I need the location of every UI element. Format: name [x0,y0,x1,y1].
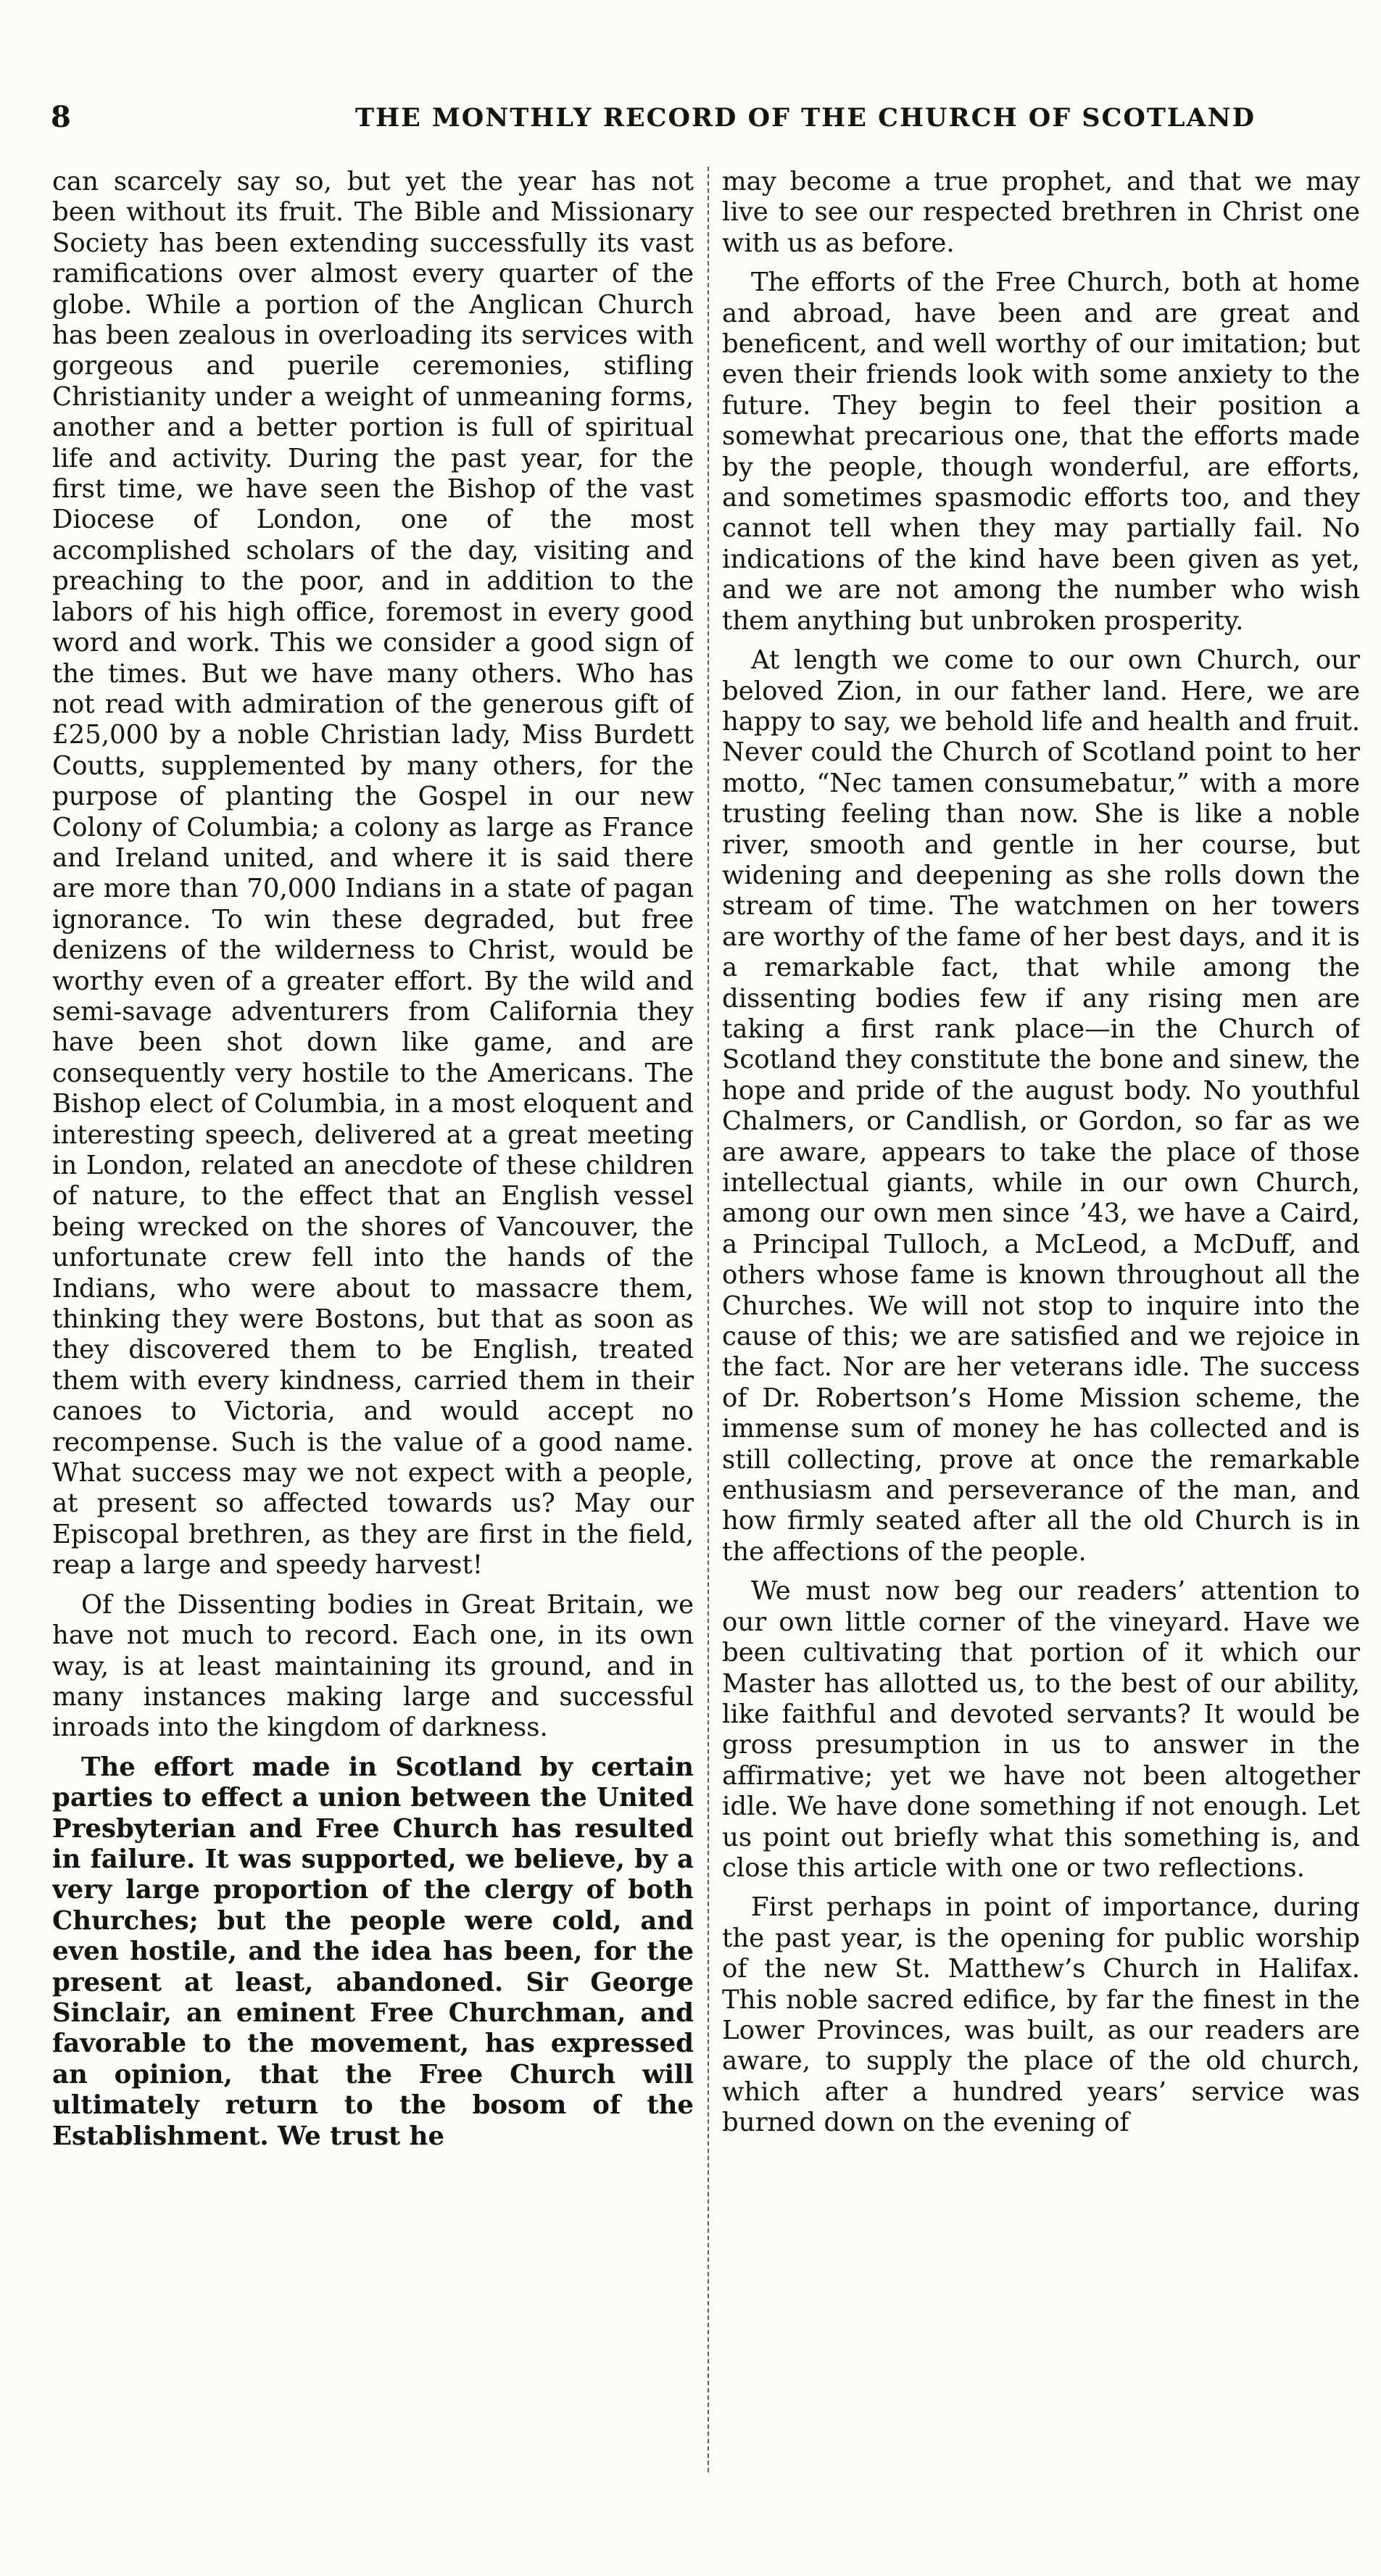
right-column [722,167,1360,2487]
right-paragraph-3: At length we come to our own Church, our beloved Zion, in our father land. Here, we are happy to say, we behold life and health and fruit. Never could the Church of Scotland point to her motto, “Nec tamen consumebatur,” with a more trusting feeling than now. She is like a noble river, smooth and gentle in her course, but widening and deepening as she rolls down the stream of time. The watchmen on her towers are worthy of the fame of her best days, and it is a remarkable fact, that while among the dissenting bodies few if any rising men are taking a first rank place—in the Church of Scotland they constitute the bone and sinew, the hope and pride of the august body. No youthful Chalmers, or Candlish, or Gordon, so far as we are aware, appears to take the place of those intellectual giants, while in our own Church, among our own men since ’43, we have a Caird, a Principal Tulloch, a McLeod, a McDuff, and others whose fame is known throughout all the Churches. We will not stop to inquire into the cause of this; we are satisfied and we rejoice in the fact. Nor are her veterans idle. The success of Dr. Robertson’s Home Mission scheme, the immense sum of money he has collected and is still collecting, prove at once the remarkable enthusiasm and perseverance of the man, and how firmly seated after all the old Church is in the affections of the people. [722,645,1360,1567]
right-paragraph-2: The efforts of the Free Church, both at home and abroad, have been and are great and beneficent, and well worthy of our imitation; but even their friends look with some anxiety to the future. They begin to feel their position a somewhat precarious one, that the efforts made by the people, though wonderful, are efforts, and sometimes spasmodic efforts too, and they cannot tell when they may partially fail. No indications of the kind have been given as yet, and we are not among the number who wish them anything but unbroken prosperity. [722,268,1360,636]
right-paragraph-1: may become a true prophet, and that we may live to see our respected brethren in Christ one with us as before. [722,167,1360,258]
left-column [52,167,694,2487]
right-paragraph-4: We must now beg our readers’ attention to our own little corner of the vineyard. Have we been cultivating that portion of it which our Master has allotted us, to the best of our ability, like faithful and devoted servants? It would be gross presumption in us to answer in the affirmative; yet we have not been altogether idle. We have done something if not enough. Let us point out briefly what this something is, and close this article with one or two reflections. [722,1576,1360,1883]
running-title: THE MONTHLY RECORD OF THE CHURCH OF SCOTLAND [355,103,1256,133]
left-paragraph-1: can scarcely say so, but yet the year has not been without its fruit. The Bible and Missionary Society has been extending successfully its vast ramifications over almost every quarter of the globe. While a portion of the Anglican Church has been zealous in overloading its services with gorgeous and puerile ceremonies, stifling Christianity under a weight of unmeaning forms, another and a better portion is full of spiritual life and activity. During the past year, for the first time, we have seen the Bishop of the vast Diocese of London, one of the most accomplished scholars of the day, visiting and preaching to the poor, and in addition to the labors of his high office, foremost in every good word and work. This we consider a good sign of the times. But we have many others. Who has not read with admiration of the generous gift of £25,000 by a noble Christian lady, Miss Burdett Coutts, supplemented by many others, for the purpose of planting the Gospel in our new Colony of Columbia; a colony as large as France and Ireland united, and where it is said there are more than 70,000 Indians in a state of pagan ignorance. To win these degraded, but free denizens of the wilderness to Christ, would be worthy even of a greater effort. By the wild and semi-savage adventurers from California they have been shot down like game, and are consequently very hostile to the Americans. The Bishop elect of Columbia, in a most eloquent and interesting speech, delivered at a great meeting in London, related an anecdote of these children of nature, to the effect that an English vessel being wrecked on the shores of Vancouver, the unfortunate crew fell into the hands of the Indians, who were about to massacre them, thinking they were Bostons, but that as soon as they discovered them to be English, treated them with every kindness, carried them in their canoes to Victoria, and would accept no recompense. Such is the value of a good name. What success may we not expect with a people, at present so affected towards us? May our Episcopal brethren, as they are first in the field, reap a large and speedy harvest! [52,167,694,1581]
page-number: 8 [51,100,71,134]
page-header [51,100,1356,144]
left-paragraph-3: The effort made in Scotland by certain parties to effect a union between the United Presbyterian and Free Church has resulted in failure. It was supported, we believe, by a very large proportion of the clergy of both Churches; but the people were cold, and even hostile, and the idea has been, for the present at least, abandoned. Sir George Sinclair, an eminent Free Churchman, and favorable to the movement, has expressed an opinion, that the Free Church will ultimately return to the bosom of the Establishment. We trust he [52,1752,694,2151]
column-divider [708,167,709,2472]
left-paragraph-2: Of the Dissenting bodies in Great Britain, we have not much to record. Each one, in its own way, is at least maintaining its ground, and in many instances making large and successful inroads into the kingdom of darkness. [52,1589,694,1743]
right-paragraph-5: First perhaps in point of importance, during the past year, is the opening for public worship of the new St. Matthew’s Church in Halifax. This noble sacred edifice, by far the finest in the Lower Provinces, was built, as our readers are aware, to supply the place of the old church, which after a hundred years’ service was burned down on the evening of [722,1892,1360,2138]
